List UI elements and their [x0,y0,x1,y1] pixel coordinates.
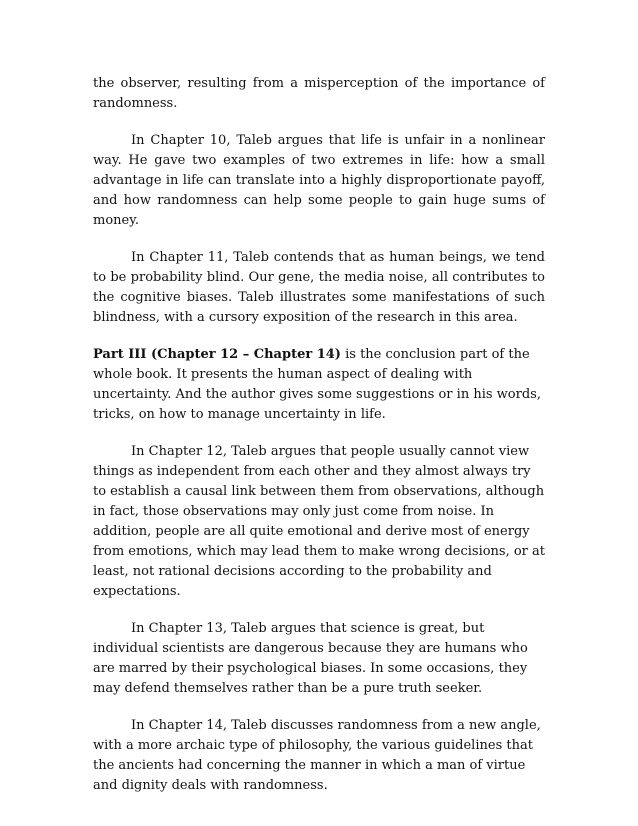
paragraph-chapter-11: In Chapter 11, Taleb contends that as human beings, we tend to be probability blind. Our gene, the media noise, all contributes to the cognitive biases. Taleb illustrates some manifestations of such blindness, with a cursory exposition of the research in this area. [93,250,545,325]
paragraph-chapter-10: In Chapter 10, Taleb argues that life is unfair in a nonlinear way. He gave two examples of two extremes in life: how a small advantage in life can translate into a highly disproportionate payoff, and how randomness can help some people to gain huge sums of money. [93,133,545,228]
paragraph-chapter-13: In Chapter 13, Taleb argues that science is great, but individual scientists are dangerous because they are humans who are marred by their psychological biases. In some occasions, they may defend themselves rather than be a pure truth seeker. [93,621,528,696]
paragraph-chapter-14: In Chapter 14, Taleb discusses randomness from a new angle, with a more archaic type of philosophy, the various guidelines that the ancients had concerning the manner in which a man of virtue and dignity deals with randomness. [93,718,541,793]
paragraph-part-iii [93,345,545,425]
part-iii-heading: Part III (Chapter 12 – Chapter 14) [93,347,341,362]
document-page [93,74,545,813]
part-iii-text: is the conclusion part of the whole book. It presents the human aspect of dealing with uncertainty. And the author gives some suggestions or in his words, tricks, on how to manage uncertainty in life. [93,347,541,422]
paragraph-continuation: the observer, resulting from a misperception of the importance of randomness. [93,76,545,111]
paragraph-chapter-12: In Chapter 12, Taleb argues that people usually cannot view things as independent from each other and they almost always try to establish a causal link between them from observations, although in fact, those observations may only just come from noise. In addition, people are all quite emotional and derive most of energy from emotions, which may lead them to make wrong decisions, or at least, not rational decisions according to the probability and expectations. [93,444,546,599]
